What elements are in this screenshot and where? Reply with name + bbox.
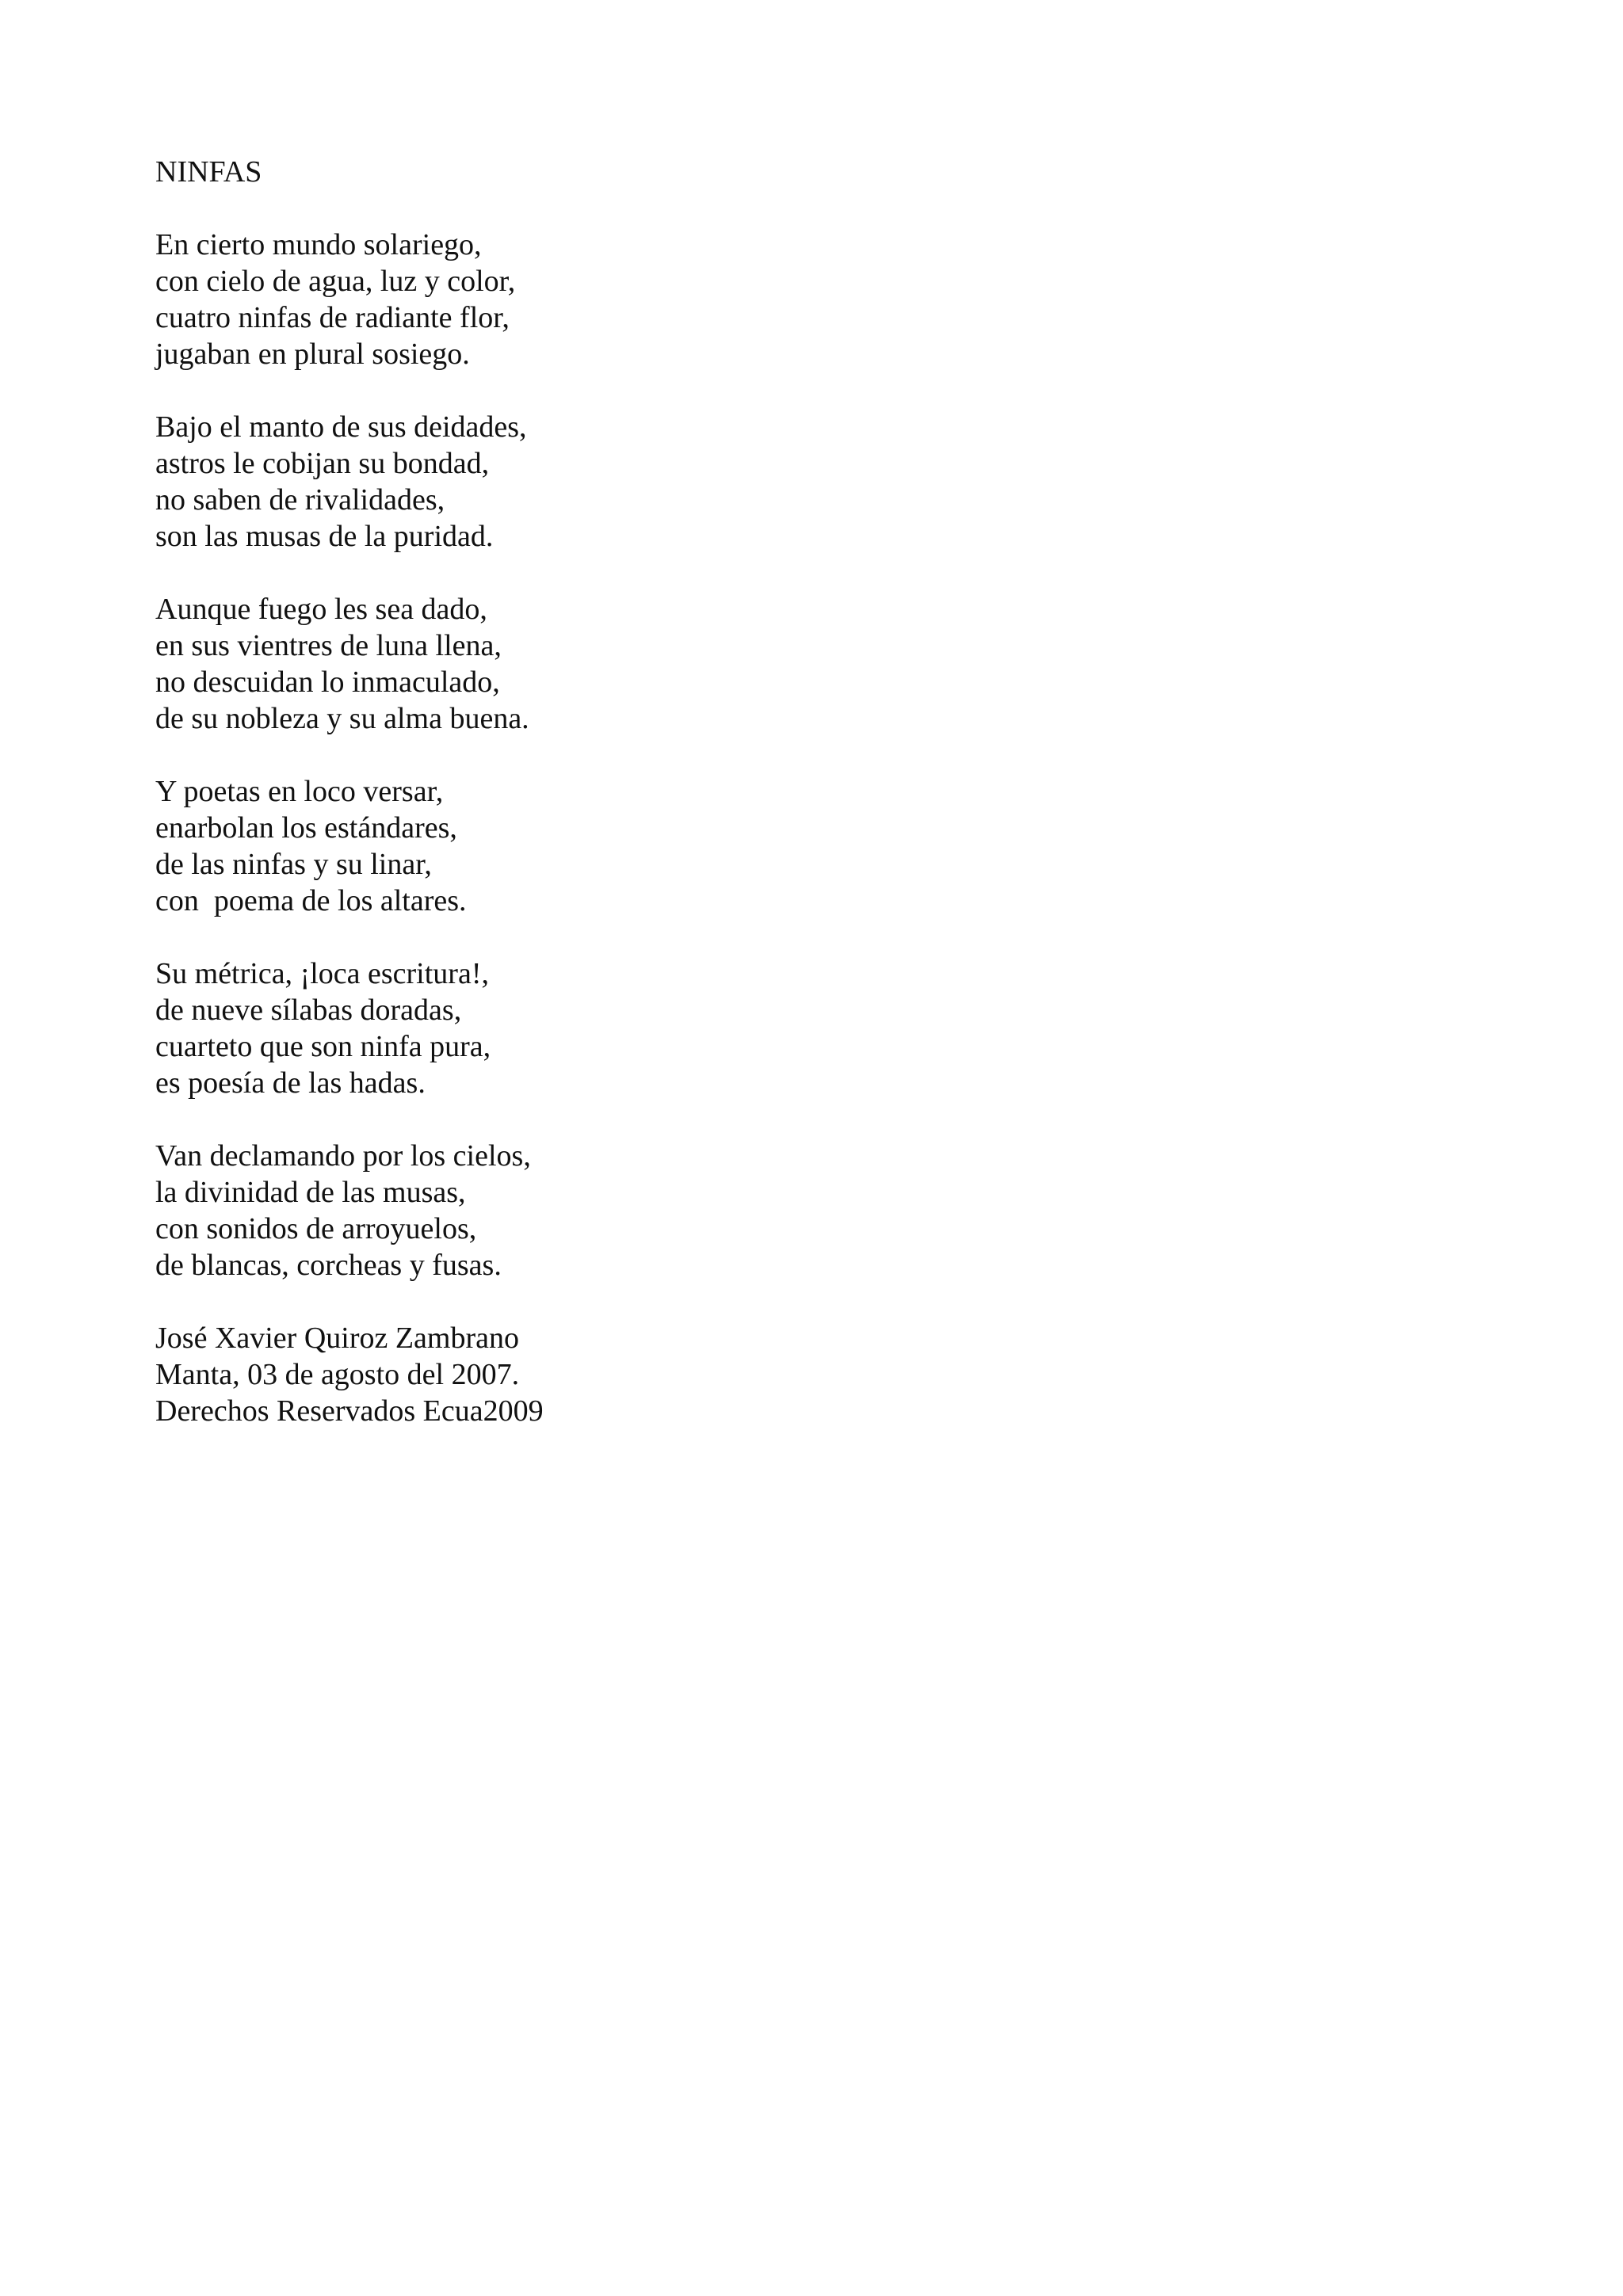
- stanza-5: [155, 955, 1106, 1101]
- stanza-6: [155, 1138, 1106, 1283]
- verse-line: cuarteto que son ninfa pura,: [155, 1030, 491, 1063]
- verse-line: Y poetas en loco versar,: [155, 775, 444, 808]
- verse-line: Bajo el manto de sus deidades,: [155, 410, 527, 444]
- verse-line: no saben de rivalidades,: [155, 483, 445, 517]
- verse-line: con cielo de agua, luz y color,: [155, 265, 516, 298]
- verse-line: En cierto mundo solariego,: [155, 228, 482, 261]
- verse-line: de blancas, corcheas y fusas.: [155, 1249, 502, 1282]
- verse-line: de las ninfas y su linar,: [155, 848, 432, 881]
- poem-title: NINFAS: [155, 155, 262, 189]
- stanza-4: [155, 773, 1106, 919]
- verse-line: con sonidos de arroyuelos,: [155, 1212, 477, 1245]
- stanza-3: [155, 591, 1106, 737]
- verse-line: son las musas de la puridad.: [155, 520, 494, 553]
- verse-line: Su métrica, ¡loca escritura!,: [155, 957, 489, 990]
- signature-block: [155, 1320, 1106, 1429]
- verse-line: cuatro ninfas de radiante flor,: [155, 301, 510, 334]
- verse-line: Aunque fuego les sea dado,: [155, 593, 487, 626]
- verse-line: de nueve sílabas doradas,: [155, 994, 462, 1027]
- verse-line: enarbolan los estándares,: [155, 811, 457, 845]
- poem-body: [155, 154, 1106, 1429]
- rights-notice: Derechos Reservados Ecua2009: [155, 1394, 544, 1428]
- place-date: Manta, 03 de agosto del 2007.: [155, 1358, 520, 1391]
- stanza-2: [155, 409, 1106, 555]
- verse-line: Van declamando por los cielos,: [155, 1139, 531, 1173]
- verse-line: astros le cobijan su bondad,: [155, 447, 490, 480]
- author-name: José Xavier Quiroz Zambrano: [155, 1322, 520, 1355]
- stanza-1: [155, 227, 1106, 372]
- verse-line: de su nobleza y su alma buena.: [155, 702, 529, 735]
- verse-line: no descuidan lo inmaculado,: [155, 666, 500, 699]
- verse-line: la divinidad de las musas,: [155, 1176, 466, 1209]
- verse-line: en sus vientres de luna llena,: [155, 629, 502, 662]
- verse-line: con poema de los altares.: [155, 884, 467, 917]
- verse-line: es poesía de las hadas.: [155, 1066, 426, 1100]
- verse-line: jugaban en plural sosiego.: [155, 338, 470, 371]
